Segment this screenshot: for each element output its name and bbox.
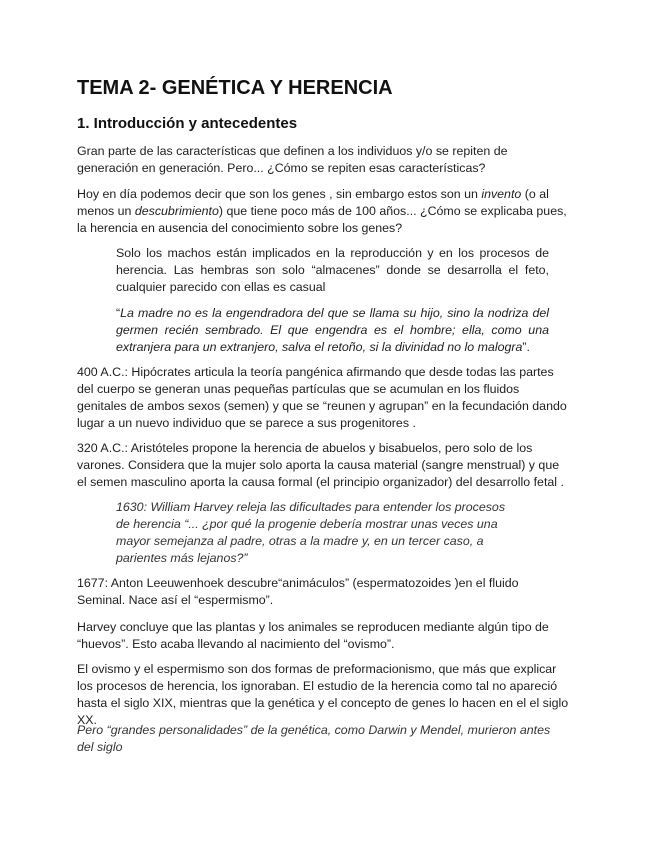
quote-block-harvey: 1630: William Harvey releja las dificultades para entender los procesos de herencia “... ¿por qué la progenie debería mostrar unas veces una mayor semejanza al padre, otras a la madre y, en un tercer caso, a parientes más lejanos?” xyxy=(116,500,506,565)
document-title: TEMA 2- GENÉTICA Y HERENCIA xyxy=(77,77,393,99)
paragraph-leeuwenhoek: 1677: Anton Leeuwenhoek descubre“animáculos” (espermatozoides )en el fluido Seminal. Nace así el “espermismo”. xyxy=(77,576,519,607)
paragraph-intro: Gran parte de las características que definen a los individuos y/o se repiten de generación en generación. Pero... ¿Cómo se repiten esas características? xyxy=(77,144,508,175)
quote-open: “ xyxy=(116,306,121,320)
paragraph-harvey: Harvey concluye que las plantas y los animales se reproducen mediante algún tipo de “huevos”. Esto acaba llevando al nacimiento del “ovismo”. xyxy=(77,620,549,651)
emphasis-descubrimiento: descubrimiento xyxy=(134,204,219,218)
quote-block-madre xyxy=(116,305,549,356)
indented-block-machos: Solo los machos están implicados en la reproducción y en los procesos de herencia. Las hembras son solo “almacenes” donde se desarrolla el feto, cualquier parecido con ellas es casual xyxy=(116,246,549,294)
quote-text: La madre no es la engendradora del que se llama su hijo, sino la nodriza del germen recién sembrado. El que engendra es el hombre; ella, como una extranjera para un extranjero, salva el retoño, si la divinidad no lo malogra xyxy=(116,306,549,354)
text: Hoy en día podemos decir que son los genes , sin embargo estos son un xyxy=(77,187,482,201)
paragraph-preformacionismo: El ovismo y el espermismo son dos formas de preformacionismo, que más que explicar los procesos de herencia, los ignoraban. El estudio de la herencia como tal no apareció hasta el siglo XIX, mientras que la genética y el concepto de genes lo hacen en el el siglo XX. xyxy=(77,662,569,727)
text: ) que tiene poco más de 100 años... ¿Cómo se explicaba pues, la herencia en ausencia del conocimiento sobre los genes? xyxy=(77,204,567,235)
paragraph-genes xyxy=(77,186,569,237)
emphasis-invento: invento xyxy=(481,187,522,201)
quote-close: ”. xyxy=(522,340,530,354)
section-heading: 1. Introducción y antecedentes xyxy=(77,115,298,132)
text: (o al menos un xyxy=(77,187,549,218)
paragraph-aristoteles: 320 A.C.: Aristóteles propone la herencia de abuelos y bisabuelos, pero solo de los varones. Considera que la mujer solo aporta la causa material (sangre menstrual) y que el semen masculino aporta la causa formal (el principio organizador) del desarrollo fetal . xyxy=(77,441,564,489)
paragraph-hipocrates: 400 A.C.: Hipócrates articula la teoría pangénica afirmando que desde todas las partes del cuerpo se generan unas pequeñas partículas que se acumulan en los fluidos genitales de ambos sexos (semen) y que se “reunen y agrupan” en la fecundación dando lugar a un nuevo individuo que se parece a sus progenitores . xyxy=(77,365,567,430)
paragraph-darwin-mendel: Pero “grandes personalidades” de la genética, como Darwin y Mendel, murieron antes del siglo xyxy=(77,723,551,754)
